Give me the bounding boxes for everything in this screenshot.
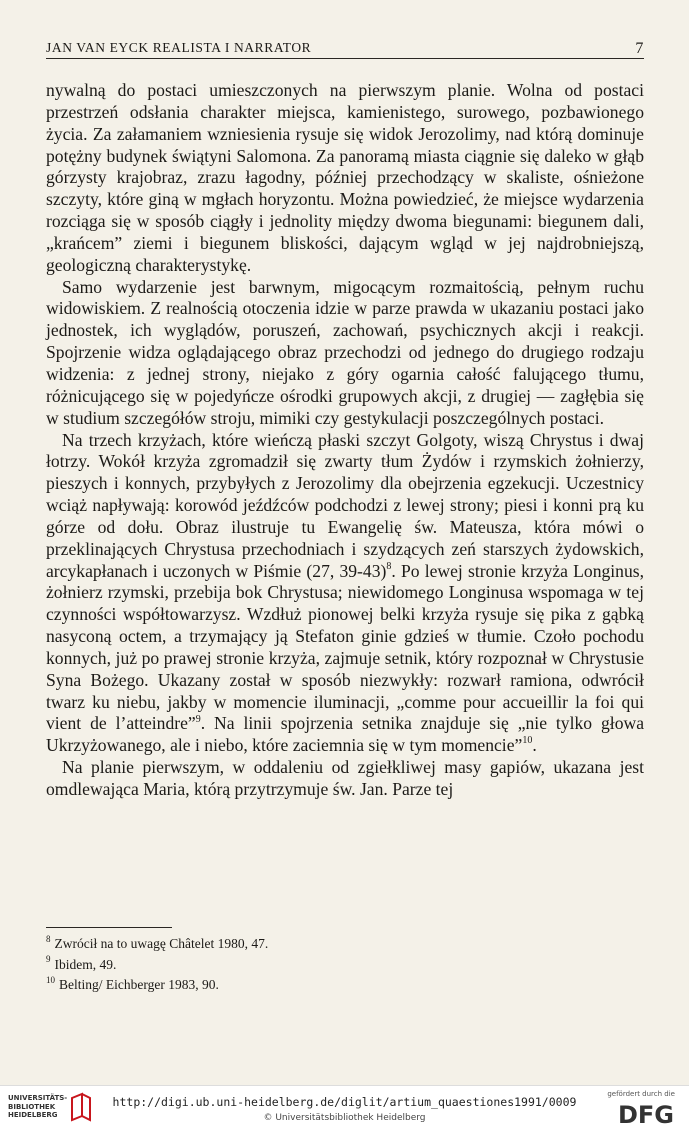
paragraph-3-text-b: . Po lewej stronie krzyża Longinus, żołnierz rzymski, przebija bok Chrystusa; niewidomego Longinusa wspomaga w tej czynności współtowarzysz. Wzdłuż pionowej belki krzyża rysuje się pika z gąbką nasyconą octem, a trzymający ją Stefaton ginie gdzieś w tłumie. Czoło pochodu konnych, już po prawej stronie krzyża, zajmuje setnik, który rozpoznał w Chrystusie Syna Bożego. Ukazany został w sposób niezwykły: rozwarł ramiona, odwrócił twarz ku niebu, jakby w momencie iluminacji, „comme pour accueillir la foi qui vient de l’atteindre” xyxy=(46,560,645,734)
paragraph-2: Samo wydarzenie jest barwnym, migocącym rozmaitością, pełnym ruchu widowiskiem. Z realnością otoczenia idzie w parze prawda w ukazaniu postaci jako jednostek, ich wyglądów, poruszeń, zachowań, psychicznych akcji i reakcji. Spojrzenie widza oglądającego obraz przechodzi od jednego do drugiego rodzaju widzenia: z jednej strony, niejako z góry ogarnia całość falującego tłumu, różnicującego się w pojedyńcze ośrodki grupowych akcji, z drugiej — zagłębia się w studium szczegółów stroju, mimiki czy gestykulacji poszczególnych postaci. xyxy=(46,276,644,428)
library-name: UNIVERSITÄTS- BIBLIOTHEK HEIDELBERG xyxy=(8,1094,68,1119)
running-title: JAN VAN EYCK REALISTA I NARRATOR xyxy=(46,40,312,55)
footnote-ref-9[interactable]: 9 xyxy=(195,713,201,725)
paragraph-3-text-a: Na trzech krzyżach, które wieńczą płaski szczyt Golgoty, wiszą Chrystus i dwaj łotrzy. Wokół krzyża zgromadził się zwarty tłum Żydów i rzymskich żołnierzy, pieszych i konnych, przybyłych z Jerozolimy dla obejrzenia egzekucji. Uczestnicy wciąż napływają: korowód jeźdźców podchodzi z lewej strony; piesi i konni prą ku górze od dołu. Obraz ilustruje tu Ewangelię św. Mateusza, która mówi o przeklinających Chrystusa przechodniach i szydzących zeń starszych żydowskich, arcykapłanach i uczonych w Piśmie (27, 39-43) xyxy=(46,429,644,581)
footnote-number: 10 xyxy=(46,974,55,985)
paragraph-1: nywalną do postaci umieszczonych na pierwszym planie. Wolna od postaci przestrzeń odsłania charakter miejsca, kamienistego, surowego, pozbawionego życia. Za załamaniem wzniesienia rysuje się widok Jerozolimy, nad którą dominuje potężny budynek świątyni Salomona. Za panoramą miasta ciągnie się daleko w głąb górzysty krajobraz, zrazu łagodny, później przechodzący w skaliste, ośnieżone szczyty, które giną w mgłach horyzontu. Można powiedzieć, że miejsce wydarzenia rozciąga się w sposób ciągły i jednolity między dwoma biegunami: biegunem dali, „krańcem” ziemi i biegunem bliskości, dającym wgląd w jej najdrobniejszą, geologiczną charakterystykę. xyxy=(46,80,644,275)
footnote xyxy=(46,934,644,955)
viewer-footer xyxy=(0,1085,689,1131)
page-number: 7 xyxy=(635,40,644,57)
paragraph-4: Na planie pierwszym, w oddaleniu od zgiełkliwej masy gapiów, ukazana jest omdlewająca Maria, którą przytrzymuje św. Jan. Parze tej xyxy=(46,757,644,799)
footnote-text: Zwrócił na to uwagę Châtelet 1980, 47. xyxy=(54,936,269,951)
body-text xyxy=(46,80,644,801)
paragraph-3-text-c: . Na linii spojrzenia setnika znajduje się „nie tylko głowa Ukrzyżowanego, ale i niebo, które zaciemnia się w tym momencie” xyxy=(46,713,644,756)
paragraph-3 xyxy=(46,430,644,758)
dfg-logo-icon[interactable] xyxy=(615,1099,677,1127)
footnote-number: 9 xyxy=(46,954,51,964)
footnote-ref-10[interactable]: 10 xyxy=(522,735,533,747)
running-header xyxy=(46,40,644,59)
footnote-text: Ibidem, 49. xyxy=(54,956,117,972)
footnote-number: 8 xyxy=(46,933,51,944)
funded-by-text: gefördert durch die xyxy=(607,1090,675,1098)
copyright-text: © Universitätsbibliothek Heidelberg xyxy=(263,1113,426,1123)
paragraph-3-text-d: . xyxy=(532,735,537,756)
footnotes xyxy=(46,934,644,996)
footnote-divider xyxy=(46,927,172,928)
footnote-text: Belting/ Eichberger 1983, 90. xyxy=(59,977,219,992)
footnote-ref-8[interactable]: 8 xyxy=(386,560,392,572)
source-url-link[interactable]: http://digi.ub.uni-heidelberg.de/diglit/artium_quaestiones1991/0009 xyxy=(112,1095,577,1109)
footnote xyxy=(46,955,644,976)
footnote xyxy=(46,975,644,996)
dfg-logo-text: DFG xyxy=(617,1101,675,1127)
